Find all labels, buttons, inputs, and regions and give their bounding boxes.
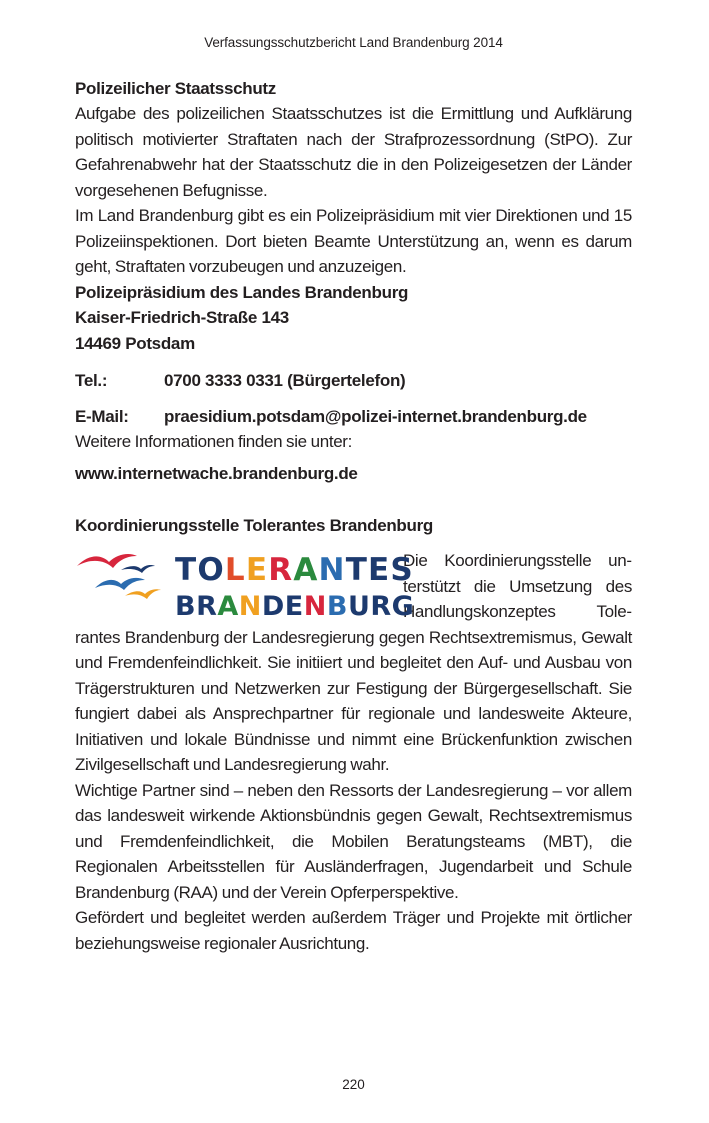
svg-text:BRANDENBURG: BRANDENBURG — [175, 591, 415, 622]
svg-text:TOLERANTES: TOLERANTES — [175, 552, 414, 588]
email-label: E-Mail: — [75, 406, 129, 426]
address-line: Kaiser-Friedrich-Straße 143 — [75, 308, 289, 327]
paragraph-foerderung: Gefördert und begleitet werden außerdem Träger und Projekte mit örtlicher beziehungsweise regionaler Ausrichtung. — [75, 908, 632, 953]
address-block — [75, 280, 632, 357]
bird-orange-icon — [125, 589, 161, 599]
page-number: 220 — [342, 1077, 365, 1092]
tolerantes-brandenburg-logo — [75, 548, 415, 622]
phone-number: 0700 3333 0331 (Bürgertelefon) — [164, 371, 406, 390]
page-content — [75, 77, 632, 956]
running-header: Verfassungsschutzbericht Land Brandenburg 2014 — [204, 35, 503, 50]
bird-navy-icon — [121, 565, 155, 573]
phone-row — [75, 368, 632, 394]
email-address: praesidium.potsdam@polizei-internet.brandenburg.de — [164, 406, 587, 426]
paragraph-partner: Wichtige Partner sind – neben den Ressorts der Landesregierung – vor allem das landesweit wirkende Aktionsbündnis gegen Gewalt, Rechtsextremismus und Fremdenfeindlichkeit, die Mobilen Beratungsteams (MBT), die Regionalen Arbeitsstellen für Ausländerfragen, Jugendarbeit und Schule Brandenburg (RAA) und der Verein Opferperspektive. — [75, 780, 632, 902]
website-link: www.internetwache.brandenburg.de — [75, 463, 358, 483]
address-line: 14469 Potsdam — [75, 333, 195, 353]
section-heading-staatsschutz: Polizeilicher Staatsschutz — [75, 79, 276, 98]
email-row — [75, 404, 632, 430]
bird-blue-icon — [95, 578, 145, 590]
koordinierungsstelle-block — [75, 548, 632, 778]
address-line: Polizeipräsidium des Landes Brandenburg — [75, 282, 409, 302]
paragraph-staatsschutz-aufgabe: Aufgabe des polizeilichen Staatsschutzes ist die Ermittlung und Aufklärung politisch motivierter Straftaten nach der Strafprozessordnung (StPO). Zur Gefahrenabwehr hat der Staatsschutz die in den Polizeigesetzen der Länder vorgesehenen Befugnisse. — [75, 104, 632, 200]
section-heading-koordinierungsstelle: Koordinierungsstelle Tolerantes Brandenburg — [75, 516, 434, 535]
phone-label: Tel.: — [75, 371, 108, 390]
paragraph-polizeipraesidium: Im Land Brandenburg gibt es ein Polizeipräsidium mit vier Direktionen und 15 Polizeiinspektionen. Dort bieten Beamte Unterstützung an, wenn es darum geht, Straftaten vorzubeugen und anzuzeigen. — [75, 206, 632, 276]
paragraph-koordinierungsstelle: Die Koordinierungsstelle unterstützt die Umsetzung des Handlungskonzeptes Tolerantes Brandenburg der Landesregierung gegen Rechtsextremismus, Gewalt und Fremdenfeindlichkeit. Sie initiiert und begleitet den Auf- und Ausbau von Trägerstrukturen und Netzwerken zur Festigung der Bürgergesellschaft. Sie fungiert dabei als Ansprechpartner für regionale und landesweite Akteure, Initiativen und lokale Bündnisse und nimmt eine Brückenfunktion zwischen Zivilgesellschaft und Landesregierung wahr. — [75, 551, 632, 774]
more-info-text: Weitere Informationen finden sie unter: — [75, 432, 352, 451]
bird-red-icon — [77, 554, 137, 568]
logo-graphic — [75, 548, 415, 622]
